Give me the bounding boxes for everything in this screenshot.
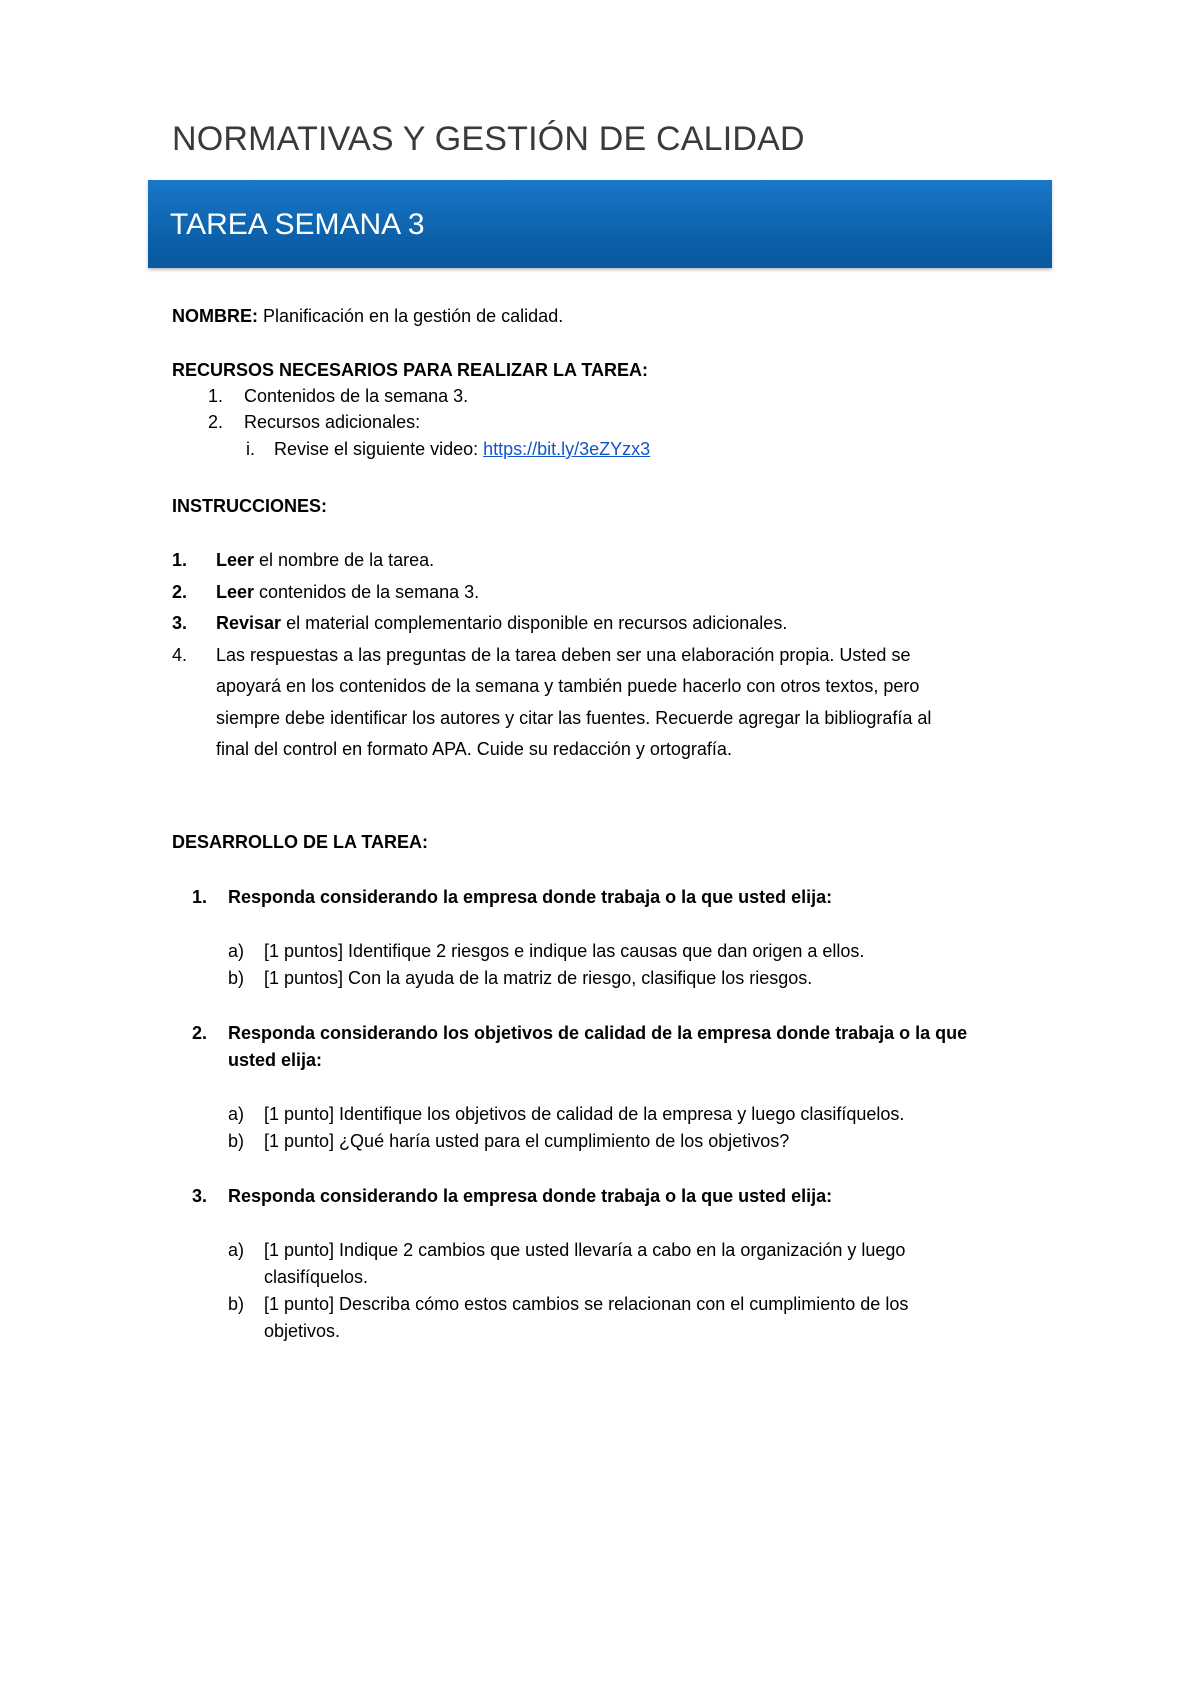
nombre-line — [172, 304, 563, 328]
question-3a-line-2: clasifíquelos. — [264, 1267, 369, 1287]
desarrollo-heading: DESARROLLO DE LA TAREA: — [172, 832, 428, 852]
question-3-number: 3. — [192, 1186, 208, 1206]
nombre-value: Planificación en la gestión de calidad. — [258, 306, 564, 326]
question-3-text: Responda considerando la empresa donde trabaja o la que usted elija: — [228, 1186, 833, 1206]
question-1b-text: [1 puntos] Con la ayuda de la matriz de riesgo, clasifique los riesgos. — [264, 968, 813, 988]
question-3b-line-1: [1 punto] Describa cómo estos cambios se relacionan con el cumplimiento de los — [264, 1294, 909, 1314]
instruccion-1-verb: Leer — [216, 550, 255, 570]
instruccion-2 — [216, 580, 479, 604]
question-1b-label: b) — [228, 968, 245, 988]
question-2-line-2: usted elija: — [228, 1050, 323, 1070]
recursos-heading: RECURSOS NECESARIOS PARA REALIZAR LA TAREA: — [172, 360, 649, 380]
assignment-banner — [148, 180, 1052, 268]
instruccion-3 — [216, 611, 787, 635]
instrucciones-heading: INSTRUCCIONES: — [172, 496, 328, 516]
document-title: NORMATIVAS Y GESTIÓN DE CALIDAD — [172, 120, 805, 158]
banner-title: TAREA SEMANA 3 — [170, 208, 425, 241]
instruccion-1 — [216, 548, 434, 572]
question-2a-label: a) — [228, 1104, 245, 1124]
instruccion-4-line-1: Las respuestas a las preguntas de la tarea deben ser una elaboración propia. Usted se — [216, 645, 911, 665]
question-2a-text: [1 punto] Identifique los objetivos de calidad de la empresa y luego clasifíquelos. — [264, 1104, 905, 1124]
instruccion-3-text: el material complementario disponible en recursos adicionales. — [281, 613, 788, 633]
question-3a-line-1: [1 punto] Indique 2 cambios que usted llevaría a cabo en la organización y luego — [264, 1240, 906, 1260]
question-1a-label: a) — [228, 941, 245, 961]
recursos-subitem-number: i. — [246, 439, 255, 459]
recursos-item-2-number: 2. — [208, 412, 224, 432]
question-3a-label: a) — [228, 1240, 245, 1260]
recursos-item-1: Contenidos de la semana 3. — [244, 386, 469, 406]
recursos-subitem — [274, 437, 650, 461]
question-1-number: 1. — [192, 887, 208, 907]
video-link[interactable]: https://bit.ly/3eZYzx3 — [483, 439, 651, 459]
question-1-text: Responda considerando la empresa donde trabaja o la que usted elija: — [228, 887, 833, 907]
instruccion-2-text: contenidos de la semana 3. — [254, 582, 480, 602]
instruccion-2-verb: Leer — [216, 582, 255, 602]
instruccion-3-verb: Revisar — [216, 613, 282, 633]
question-2b-label: b) — [228, 1131, 245, 1151]
instruccion-4-line-3: siempre debe identificar los autores y citar las fuentes. Recuerde agregar la bibliografía al — [216, 708, 932, 728]
instruccion-1-number: 1. — [172, 550, 188, 570]
recursos-item-1-number: 1. — [208, 386, 224, 406]
instruccion-1-text: el nombre de la tarea. — [254, 550, 435, 570]
question-3b-line-2: objetivos. — [264, 1321, 341, 1341]
instruccion-3-number: 3. — [172, 613, 188, 633]
instruccion-4-line-4: final del control en formato APA. Cuide su redacción y ortografía. — [216, 739, 732, 759]
question-3b-label: b) — [228, 1294, 245, 1314]
instruccion-4-line-2: apoyará en los contenidos de la semana y también puede hacerlo con otros textos, pero — [216, 676, 920, 696]
question-2-number: 2. — [192, 1023, 208, 1043]
instruccion-2-number: 2. — [172, 582, 188, 602]
nombre-label: NOMBRE: — [172, 306, 258, 326]
instruccion-4-number: 4. — [172, 645, 188, 665]
question-2-line-1: Responda considerando los objetivos de calidad de la empresa donde trabaja o la que — [228, 1023, 968, 1043]
question-2b-text: [1 punto] ¿Qué haría usted para el cumplimiento de los objetivos? — [264, 1131, 790, 1151]
question-1a-text: [1 puntos] Identifique 2 riesgos e indique las causas que dan origen a ellos. — [264, 941, 865, 961]
recursos-item-2: Recursos adicionales: — [244, 412, 421, 432]
video-label: Revise el siguiente video: — [274, 439, 484, 459]
